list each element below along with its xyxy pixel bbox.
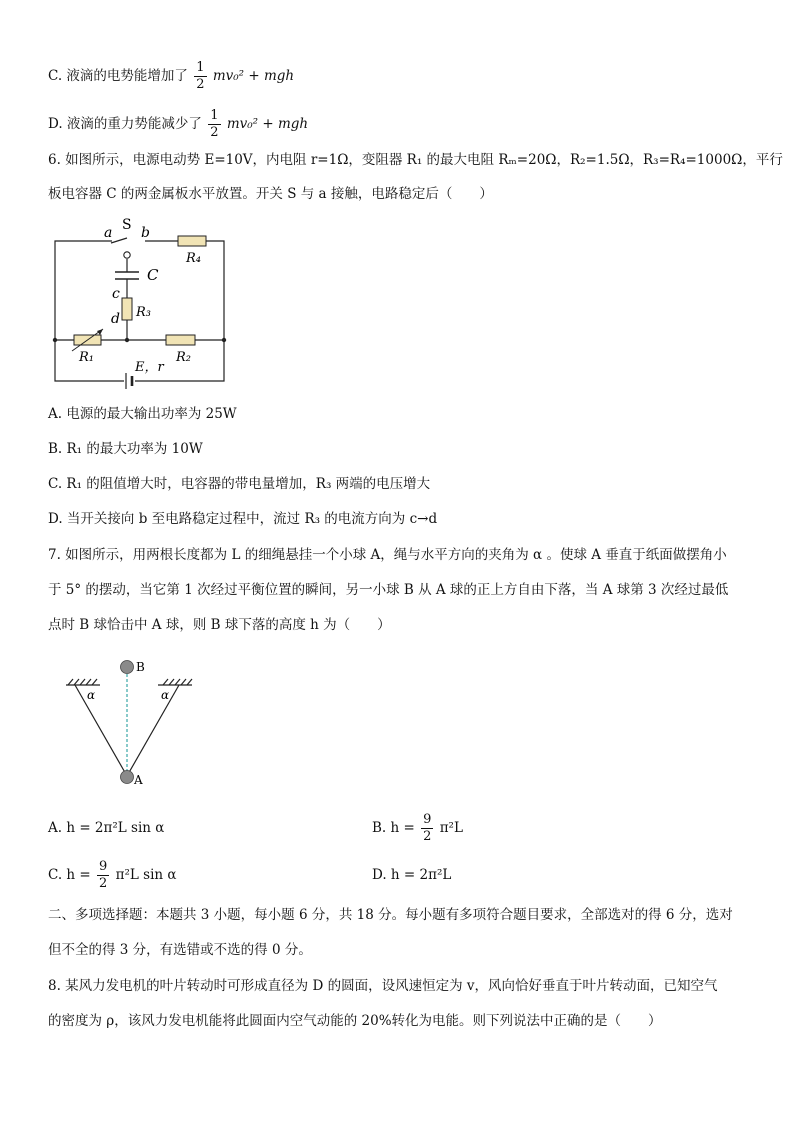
ball-b	[121, 661, 134, 674]
q7-stem-line1: 7. 如图所示，用两根长度都为 L 的细绳悬挂一个小球 A，绳与水平方向的夹角为 α 。使球 A 垂直于纸面做摆角小	[48, 547, 727, 563]
label-c: c	[112, 286, 120, 302]
label-s: S	[122, 217, 132, 233]
q5-option-d-prefix: D. 液滴的重力势能减少了	[48, 116, 202, 132]
q8-stem-line2: 的密度为 ρ，该风力发电机能将此圆面内空气动能的 20%转化为电能。则下列说法中正确的是（ ）	[48, 1013, 662, 1029]
label-r4: R₄	[186, 251, 201, 266]
q6-stem-line2: 板电容器 C 的两金属板水平放置。开关 S 与 a 接触，电路稳定后（ ）	[48, 186, 493, 202]
resistor-r2	[166, 335, 195, 345]
q7-option-b	[372, 812, 463, 845]
q5-option-d	[48, 108, 308, 141]
label-r1: R₁	[79, 350, 94, 365]
q8-stem-line1: 8. 某风力发电机的叶片转动时可形成直径为 D 的圆面，设风速恒定为 v，风向恰好垂直于叶片转动面，已知空气	[48, 978, 718, 994]
label-alpha-left: α	[87, 688, 96, 702]
junction-right	[222, 338, 226, 342]
q6-option-d: D. 当开关接向 b 至电路稳定过程中，流过 R₃ 的电流方向为 c→d	[48, 511, 438, 527]
q7-option-b-fraction: $\frac{9}{2}$	[423, 812, 432, 844]
q6-option-c: C. R₁ 的阻值增大时，电容器的带电量增加，R₃ 两端的电压增大	[48, 476, 431, 492]
label-d: d	[111, 311, 120, 327]
q5-option-c-prefix: C. 液滴的电势能增加了	[48, 68, 188, 84]
label-ball-b: B	[136, 660, 145, 674]
q7-option-b-prefix: B. h =	[372, 820, 415, 836]
label-b: b	[141, 225, 150, 241]
q7-option-d: D. h = 2π²L	[372, 867, 452, 883]
q7-option-c	[48, 859, 177, 892]
resistor-r3	[122, 298, 132, 320]
q7-option-c-expression: π²L sin α	[115, 867, 177, 883]
q5-option-c	[48, 60, 294, 93]
ceiling-right	[158, 679, 192, 685]
q7-stem-line2: 于 5° 的摆动，当它第 1 次经过平衡位置的瞬间，另一小球 B 从 A 球的正上方自由下落，当 A 球第 3 次经过最低	[48, 582, 729, 598]
q7-option-c-fraction: $\frac{9}{2}$	[99, 859, 108, 891]
q6-stem-line1: 6. 如图所示，电源电动势 E=10V，内电阻 r=1Ω，变阻器 R₁ 的最大电阻 Rₘ=20Ω，R₂=1.5Ω，R₃=R₄=1000Ω，平行	[48, 152, 783, 168]
q5-option-d-fraction: $\frac{1}{2}$	[210, 108, 219, 140]
section2-heading-line2: 但不全的得 3 分，有选错或不选的得 0 分。	[48, 942, 312, 958]
label-r2: R₂	[176, 350, 191, 365]
q7-option-a: A. h = 2π²L sin α	[48, 820, 165, 836]
q6-option-b: B. R₁ 的最大功率为 10W	[48, 441, 203, 457]
junction-center	[125, 338, 129, 342]
rope-right	[127, 685, 179, 776]
label-capacitor: C	[147, 266, 159, 284]
label-emf: E，r	[135, 360, 164, 375]
resistor-r4	[178, 236, 206, 246]
label-a: a	[104, 225, 113, 241]
q5-option-d-expression: mv₀² + mgh	[226, 116, 309, 132]
rope-left	[75, 685, 127, 776]
circuit-diagram	[48, 210, 238, 390]
switch-pivot	[124, 252, 130, 258]
ceiling-left	[66, 679, 100, 685]
ball-a	[121, 771, 134, 784]
q7-stem-line3: 点时 B 球恰击中 A 球，则 B 球下落的高度 h 为（ ）	[48, 617, 391, 633]
rheostat-arrow-head	[97, 329, 103, 335]
section2-heading-line1: 二、多项选择题：本题共 3 小题，每小题 6 分，共 18 分。每小题有多项符合题目要求，全部选对的得 6 分，选对	[48, 907, 733, 923]
q5-option-c-fraction: $\frac{1}{2}$	[196, 60, 205, 92]
q7-option-b-expression: π²L	[439, 820, 463, 836]
q7-option-c-prefix: C. h =	[48, 867, 91, 883]
junction-left	[53, 338, 57, 342]
label-r3: R₃	[136, 305, 151, 320]
battery-symbol	[126, 373, 132, 389]
capacitor-symbol	[115, 272, 139, 279]
q6-option-a: A. 电源的最大输出功率为 25W	[48, 406, 237, 422]
pendulum-diagram	[60, 652, 200, 792]
label-ball-a: A	[134, 773, 143, 787]
label-alpha-right: α	[161, 688, 170, 702]
q5-option-c-expression: mv₀² + mgh	[212, 68, 295, 84]
